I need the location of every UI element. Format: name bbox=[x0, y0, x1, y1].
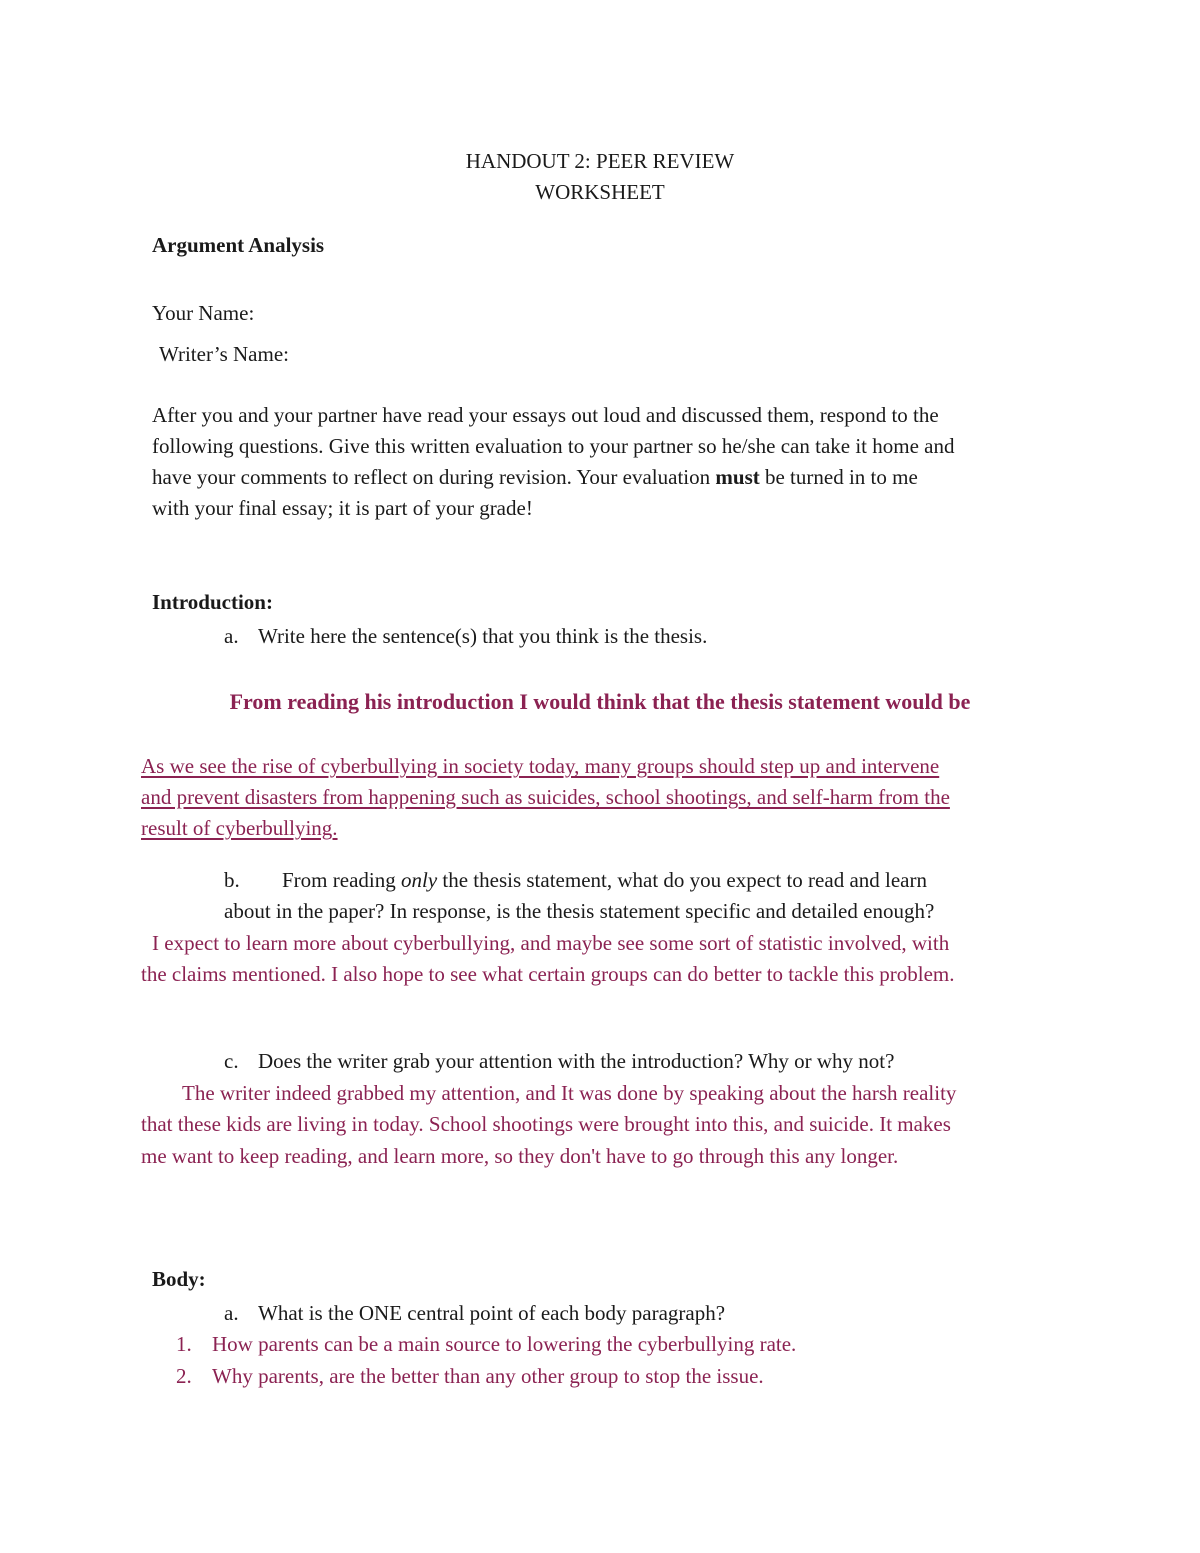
thesis-line-2: and prevent disasters from happening such as suicides, school shootings, and self-harm from the bbox=[141, 785, 950, 809]
body-question-a-text: What is the ONE central point of each body paragraph? bbox=[258, 1301, 726, 1325]
thesis-line-1: As we see the rise of cyberbullying in society today, many groups should step up and intervene bbox=[141, 754, 940, 778]
answer-c-line-3: me want to keep reading, and learn more, so they don't have to go through this any longer. bbox=[141, 1144, 899, 1168]
instructions-line-2: following questions. Give this written evaluation to your partner so he/she can take it home and bbox=[152, 434, 955, 458]
writers-name-label: Writer’s Name: bbox=[159, 342, 289, 366]
question-b-pre: From reading bbox=[282, 868, 401, 892]
list-item: Why parents, are the better than any other group to stop the issue. bbox=[212, 1364, 764, 1388]
question-b-marker: b. bbox=[224, 868, 240, 892]
page-title: HANDOUT 2: PEER REVIEW bbox=[465, 149, 735, 173]
question-b-line-1 bbox=[282, 865, 927, 896]
your-name-label: Your Name: bbox=[152, 301, 255, 325]
instructions-line-3 bbox=[152, 462, 918, 493]
answer-b-line-2: the claims mentioned. I also hope to see what certain groups can do better to tackle this problem. bbox=[141, 962, 955, 986]
answer-c-line-2: that these kids are living in today. School shootings were brought into this, and suicide. It makes bbox=[141, 1112, 951, 1136]
answer-c-line-1: The writer indeed grabbed my attention, and It was done by speaking about the harsh reality bbox=[182, 1081, 957, 1105]
page-subtitle: WORKSHEET bbox=[535, 180, 665, 204]
question-b-emphasis: only bbox=[400, 868, 438, 892]
list-item-marker: 1. bbox=[176, 1332, 192, 1356]
question-c-marker: c. bbox=[224, 1049, 239, 1073]
instructions-emphasis: must bbox=[715, 465, 760, 489]
question-b-line-2: about in the paper? In response, is the thesis statement specific and detailed enough? bbox=[224, 899, 935, 923]
question-c-text: Does the writer grab your attention with the introduction? Why or why not? bbox=[258, 1049, 895, 1073]
list-item: How parents can be a main source to lowering the cyberbullying rate. bbox=[212, 1332, 797, 1356]
body-question-a-marker: a. bbox=[224, 1301, 239, 1325]
instructions-line-1: After you and your partner have read your essays out loud and discussed them, respond to the bbox=[152, 403, 939, 427]
section-heading-body: Body: bbox=[152, 1267, 206, 1291]
question-a-text: Write here the sentence(s) that you think is the thesis. bbox=[258, 624, 708, 648]
instructions-line-4: with your final essay; it is part of your grade! bbox=[152, 496, 533, 520]
question-a-marker: a. bbox=[224, 624, 239, 648]
section-heading-argument: Argument Analysis bbox=[152, 233, 325, 257]
thesis-line-3: result of cyberbullying. bbox=[141, 816, 338, 840]
list-item-marker: 2. bbox=[176, 1364, 192, 1388]
answer-a-heading: From reading his introduction I would think that the thesis statement would be bbox=[229, 689, 971, 714]
section-heading-introduction: Introduction: bbox=[152, 590, 273, 614]
question-b-post: the thesis statement, what do you expect to read and learn bbox=[437, 868, 927, 892]
instructions-line-3-post: be turned in to me bbox=[759, 465, 918, 489]
instructions-line-3-pre: have your comments to reflect on during revision. Your evaluation bbox=[152, 465, 716, 489]
answer-b-line-1: I expect to learn more about cyberbullying, and maybe see some sort of statistic involved, with bbox=[152, 931, 950, 955]
